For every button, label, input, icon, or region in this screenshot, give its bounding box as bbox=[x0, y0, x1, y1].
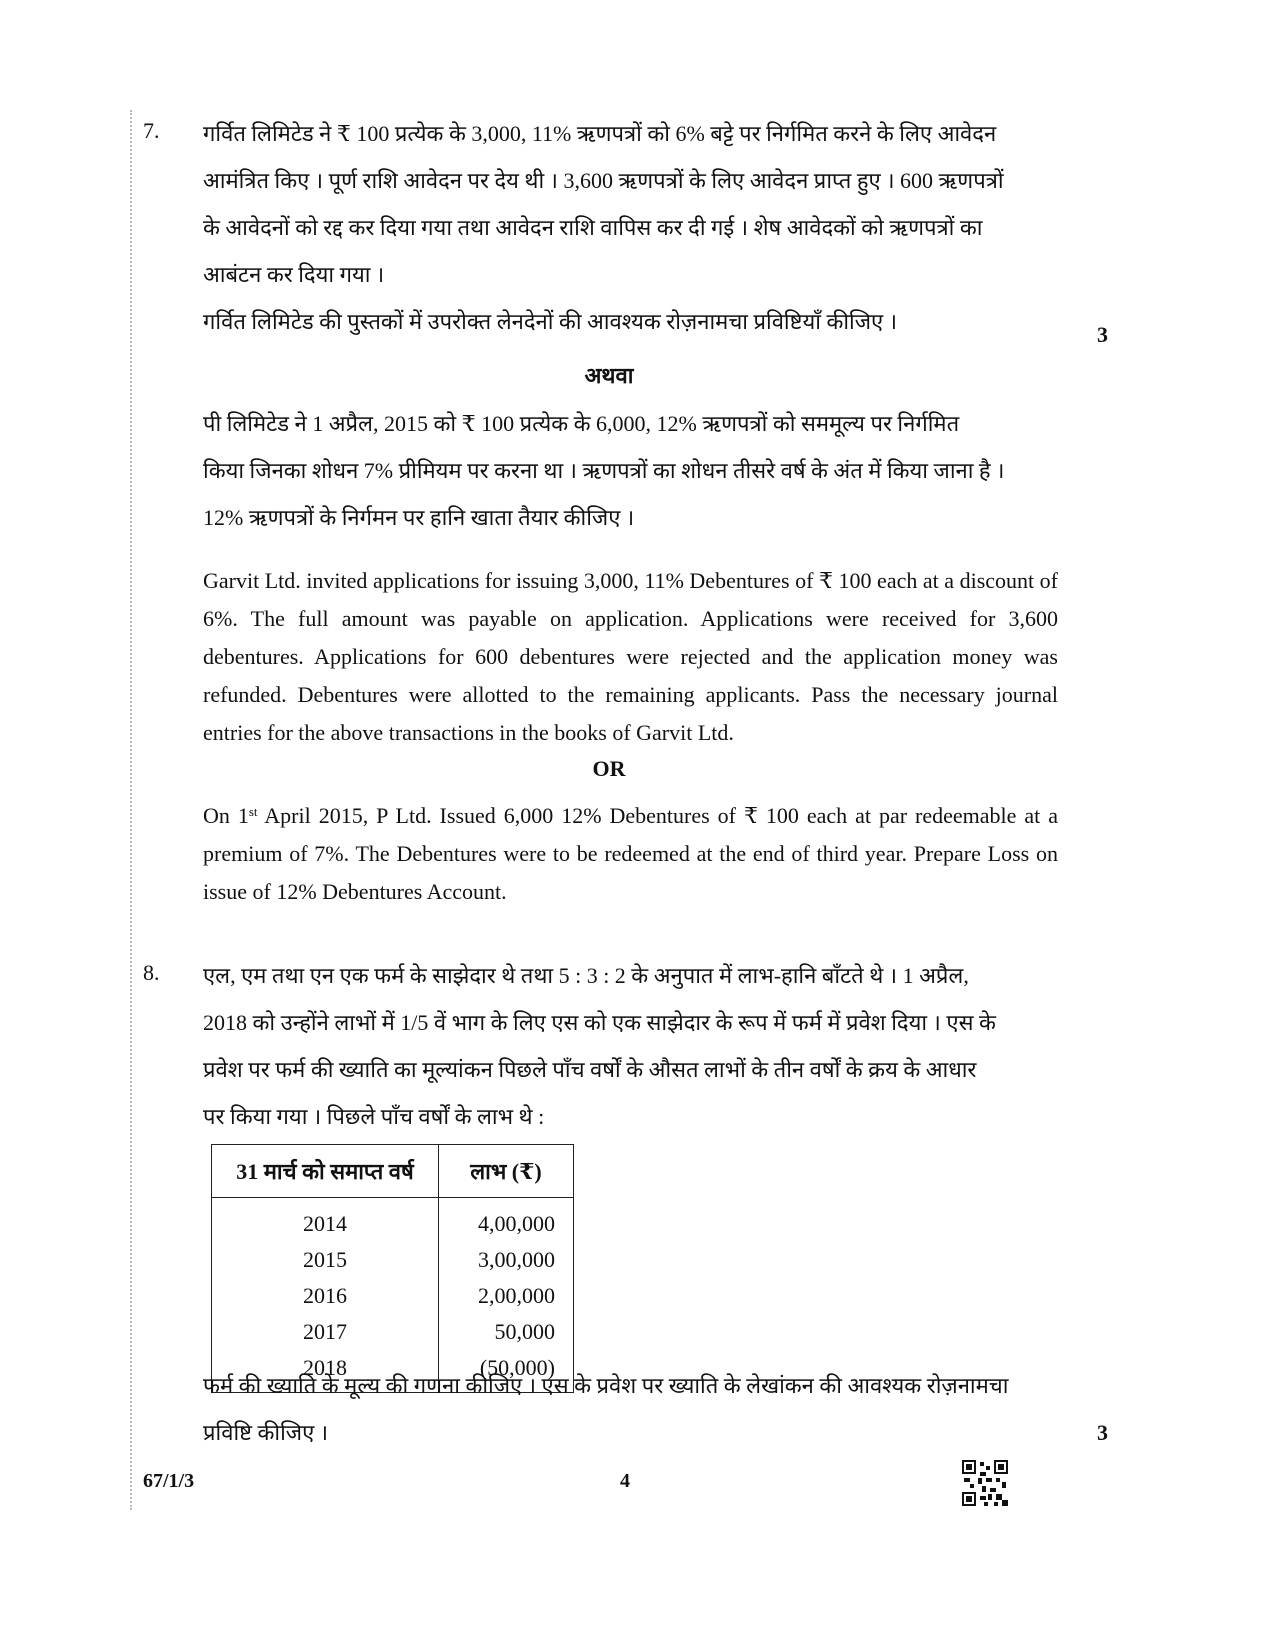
table-row bbox=[212, 1242, 574, 1278]
question-8-marks: 3 bbox=[1097, 1420, 1108, 1445]
alt-english-rest: April 2015, P Ltd. Issued 6,000 12% Debentures of ₹ 100 each at par redeemable at a premium of 7%. The Debentures were to be redeemed at the end of third year. Prepare Loss on issue of 12% Debentures Account. bbox=[203, 803, 1058, 904]
q8-after-line: प्रविष्टि कीजिए । bbox=[203, 1420, 329, 1445]
year-cell: 2016 bbox=[212, 1278, 439, 1314]
question-7-marks: 3 bbox=[1097, 322, 1108, 347]
q8-hindi-line: 2018 को उन्होंने लाभों में 1/5 वें भाग के लिए एस को एक साझेदार के रूप में फर्म में प्रवेश दिया । एस के bbox=[203, 1010, 996, 1035]
q8-hindi-line: एल, एम तथा एन एक फर्म के साझेदार थे तथा 5 : 3 : 2 के अनुपात में लाभ-हानि बाँटते थे । 1 अप्रैल, bbox=[203, 963, 969, 988]
table-row bbox=[212, 1314, 574, 1350]
question-7-number: 7. bbox=[143, 118, 160, 143]
q7-english-text: Garvit Ltd. invited applications for issuing 3,000, 11% Debentures of ₹ 100 each at a discount of 6%. The full amount was payable on application. Applications were received for 3,600 debentures. Applications for 600 debentures were rejected and the application money was refunded. Debentures were allotted to the remaining applicants. Pass the necessary journal entries for the above transactions in the books of Garvit Ltd. bbox=[203, 568, 1058, 745]
q8-hindi-line: पर किया गया । पिछले पाँच वर्षों के लाभ थे : bbox=[203, 1104, 545, 1129]
table-header-row bbox=[212, 1145, 574, 1198]
alt-english-prefix: On 1 bbox=[203, 803, 249, 828]
year-cell: 2015 bbox=[212, 1242, 439, 1278]
question-7-alt-english bbox=[203, 797, 1058, 911]
profit-cell: (50,000) bbox=[439, 1350, 574, 1393]
profit-cell: 2,00,000 bbox=[439, 1278, 574, 1314]
profit-cell: 4,00,000 bbox=[439, 1198, 574, 1243]
or-hindi-heading: अथवा bbox=[584, 363, 634, 388]
year-cell: 2018 bbox=[212, 1350, 439, 1393]
question-8-number: 8. bbox=[143, 960, 160, 985]
profit-table bbox=[211, 1144, 574, 1393]
column-header-profit: लाभ (₹) bbox=[439, 1145, 574, 1198]
q8-after-line: फर्म की ख्याति के मूल्य की गणना कीजिए । एस के प्रवेश पर ख्याति के लेखांकन की आवश्यक रोज़नामचा bbox=[203, 1373, 1009, 1398]
question-8-hindi bbox=[203, 952, 1065, 1140]
or-english-heading: OR bbox=[592, 756, 626, 781]
q8-hindi-line: प्रवेश पर फर्म की ख्याति का मूल्यांकन पिछले पाँच वर्षों के औसत लाभों के तीन वर्षों के क्रय के आधार bbox=[203, 1057, 977, 1082]
perforation-margin bbox=[130, 110, 132, 1510]
year-cell: 2014 bbox=[212, 1198, 439, 1243]
page-number: 4 bbox=[620, 1470, 630, 1492]
profit-cell: 3,00,000 bbox=[439, 1242, 574, 1278]
q7-hindi-line: गर्वित लिमिटेड ने ₹ 100 प्रत्येक के 3,000, 11% ऋणपत्रों को 6% बट्टे पर निर्गमित करने के लिए आवेदन bbox=[203, 121, 997, 146]
q7-hindi-instruction: गर्वित लिमिटेड की पुस्तकों में उपरोक्त लेनदेनों की आवश्यक रोज़नामचा प्रविष्टियाँ कीजिए । bbox=[203, 309, 898, 334]
qr-code-icon bbox=[962, 1460, 1008, 1506]
paper-code: 67/1/3 bbox=[143, 1470, 195, 1492]
table-row bbox=[212, 1198, 574, 1243]
column-header-year: 31 मार्च को समाप्त वर्ष bbox=[212, 1145, 439, 1198]
question-7-alt-hindi bbox=[203, 400, 1065, 541]
profit-cell: 50,000 bbox=[439, 1314, 574, 1350]
year-cell: 2017 bbox=[212, 1314, 439, 1350]
table-row bbox=[212, 1278, 574, 1314]
ordinal-suffix: st bbox=[248, 804, 258, 819]
question-8-after-table bbox=[203, 1362, 1065, 1456]
q7-hindi-line: आबंटन कर दिया गया । bbox=[203, 262, 385, 287]
q7-alt-hindi-line: किया जिनका शोधन 7% प्रीमियम पर करना था । ऋणपत्रों का शोधन तीसरे वर्ष के अंत में किया जाना है । bbox=[203, 458, 1005, 483]
q7-hindi-line: के आवेदनों को रद्द कर दिया गया तथा आवेदन राशि वापिस कर दी गई । शेष आवेदकों को ऋणपत्रों का bbox=[203, 215, 983, 240]
question-7-english bbox=[203, 562, 1058, 752]
q7-hindi-line: आमंत्रित किए । पूर्ण राशि आवेदन पर देय थी । 3,600 ऋणपत्रों के लिए आवेदन प्राप्त हुए । 600 ऋणपत्रों bbox=[203, 168, 1004, 193]
q7-alt-english-text bbox=[203, 797, 1058, 911]
q7-alt-hindi-line: पी लिमिटेड ने 1 अप्रैल, 2015 को ₹ 100 प्रत्येक के 6,000, 12% ऋणपत्रों को सममूल्य पर निर्गमित bbox=[203, 411, 960, 436]
q7-alt-hindi-line: 12% ऋणपत्रों के निर्गमन पर हानि खाता तैयार कीजिए । bbox=[203, 505, 635, 530]
question-7-hindi bbox=[203, 110, 1065, 345]
